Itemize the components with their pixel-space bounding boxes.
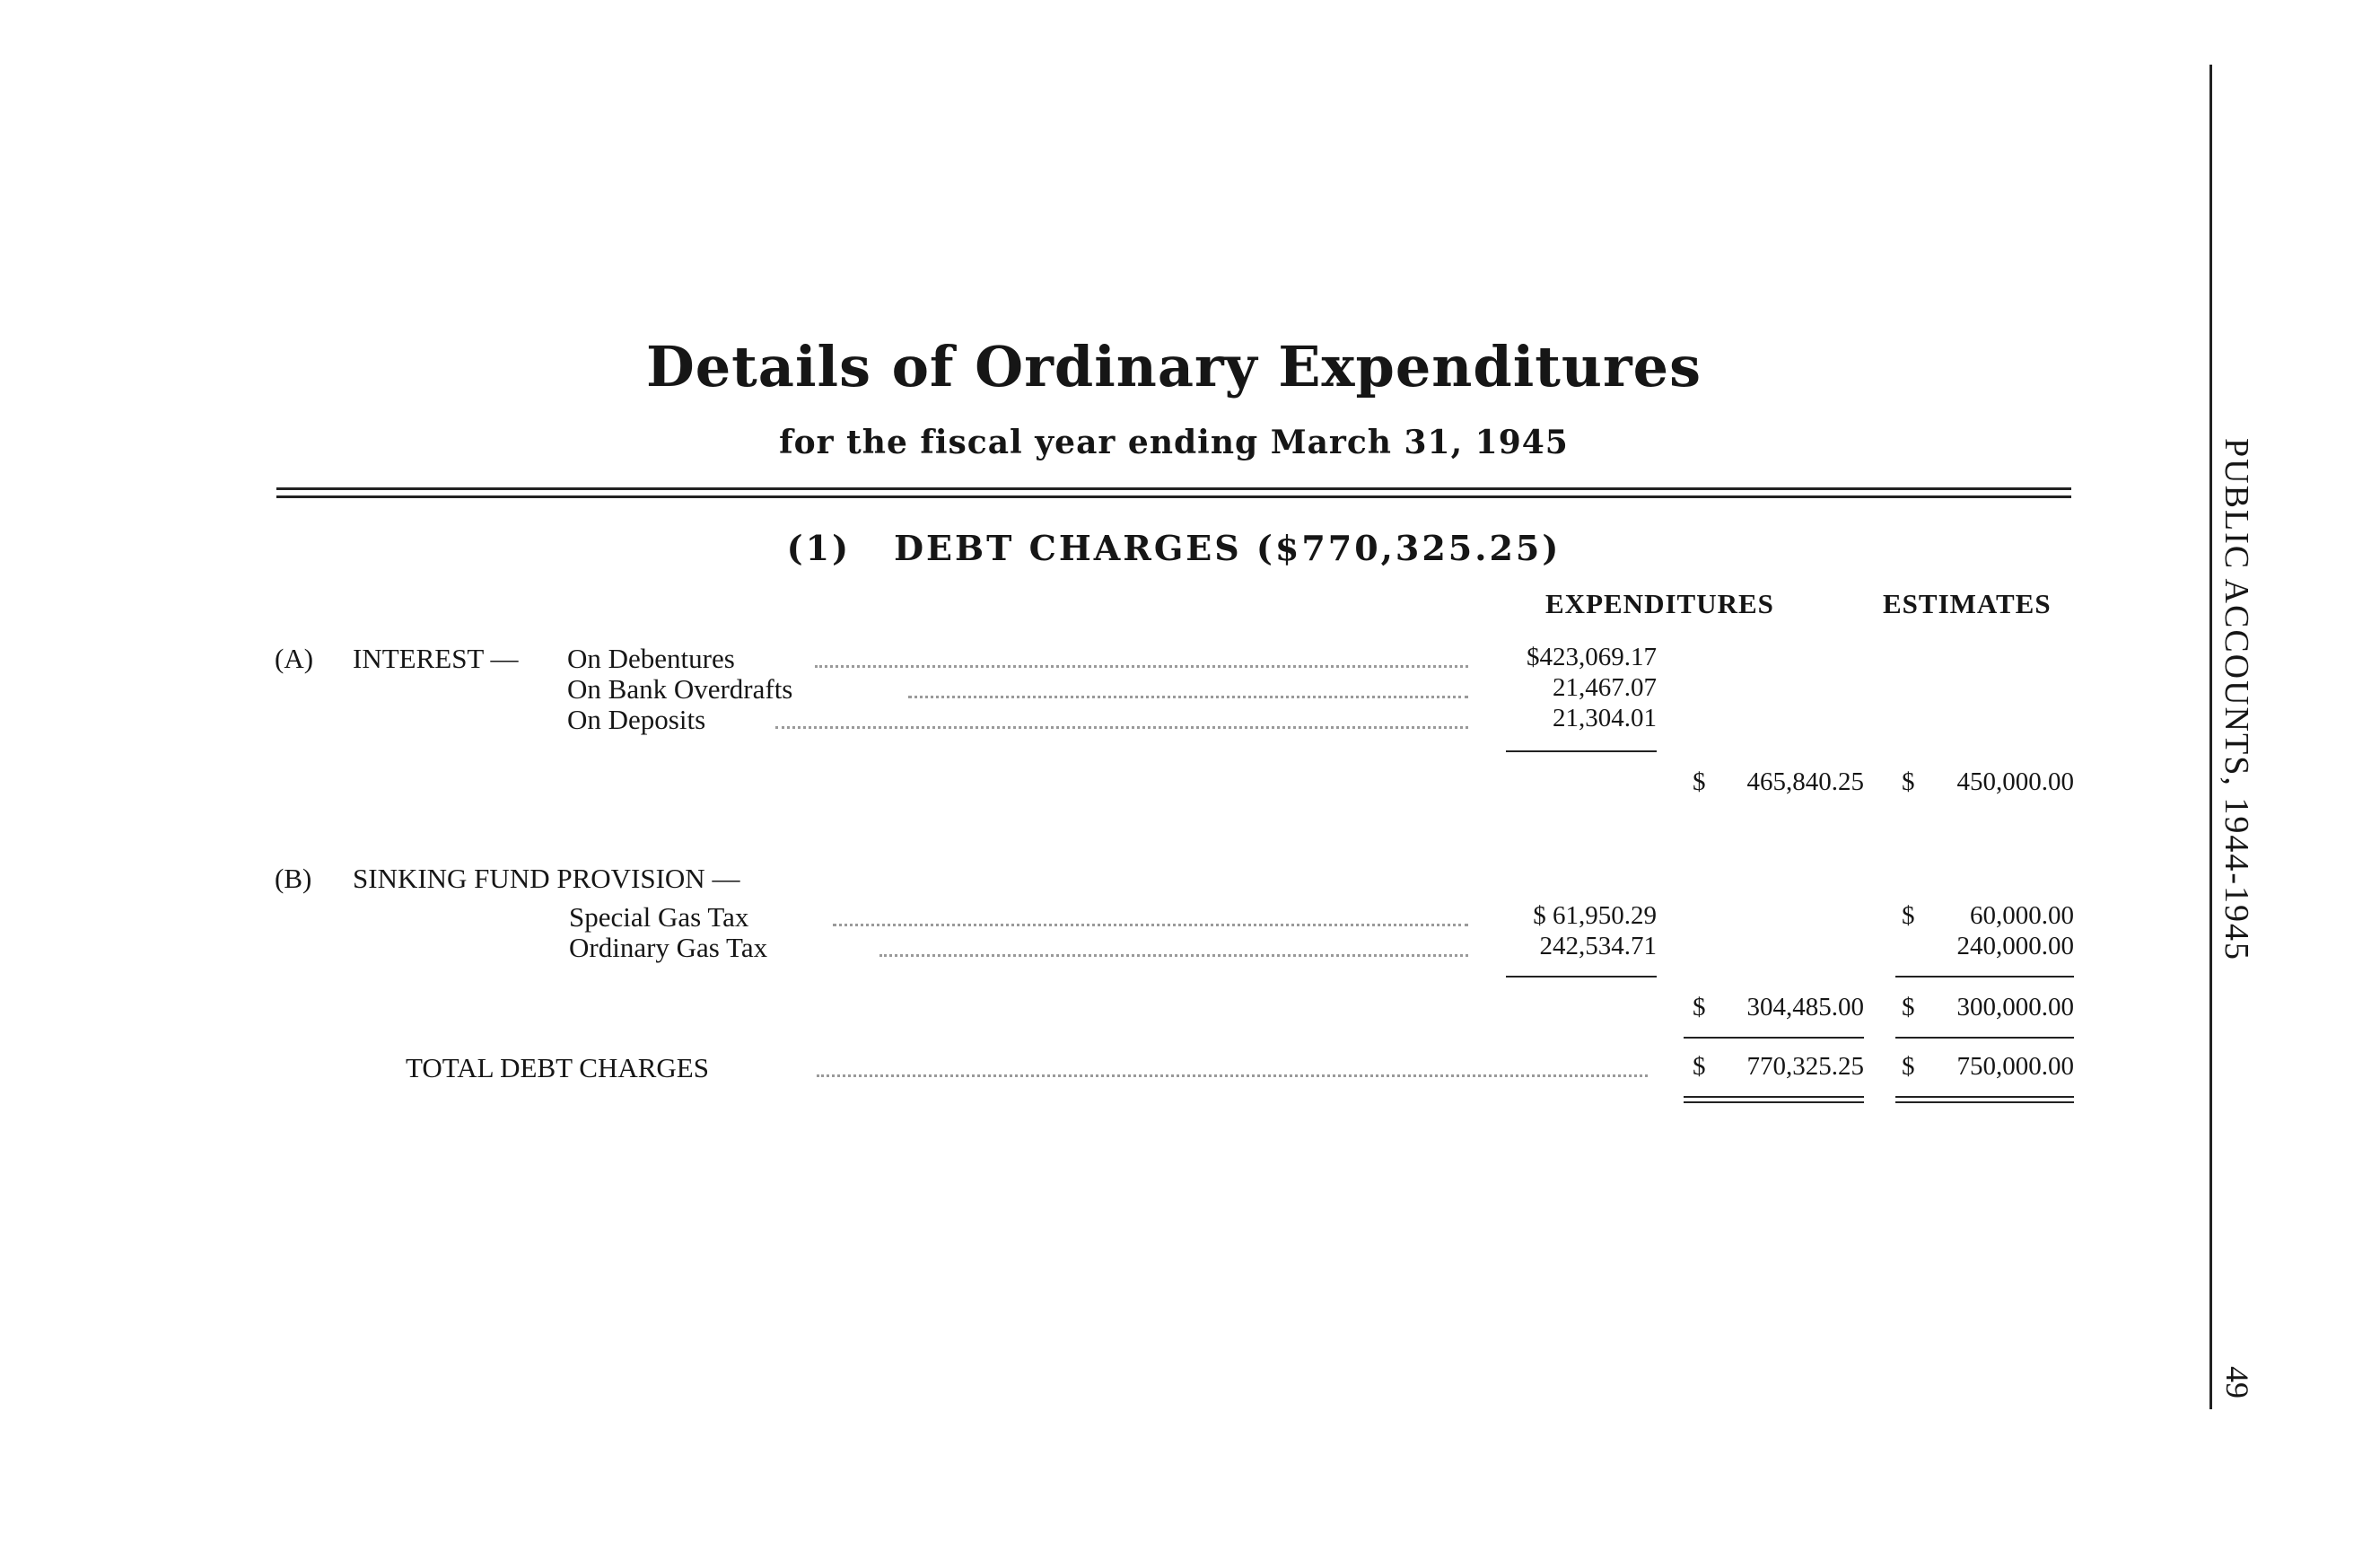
line-item-estimate-dollar: $ [1902, 901, 1915, 930]
column-header-expenditures: EXPENDITURES [1545, 588, 1774, 619]
total-amount: 770,325.25 [1746, 1052, 1864, 1081]
column-header-estimates: ESTIMATES [1883, 588, 2052, 619]
dot-leader [879, 954, 1468, 957]
total-double-underline [1895, 1096, 2074, 1098]
total-underline [1895, 1037, 2074, 1039]
section-title: DEBT CHARGES ($770,325.25) [894, 528, 1562, 568]
total-double-underline [1684, 1101, 1864, 1103]
sinking-fund-marker: (B) [275, 863, 312, 894]
line-item-label: On Debentures [567, 643, 735, 674]
dot-leader [775, 726, 1468, 729]
dot-leader [833, 924, 1468, 926]
page-number: 49 [2219, 1366, 2255, 1398]
interest-estimate: 450,000.00 [1956, 767, 2074, 796]
subtotal-underline [1506, 750, 1657, 752]
line-item-estimate: 240,000.00 [1956, 932, 2074, 960]
interest-label: INTEREST — [353, 643, 519, 674]
interest-subtotal-dollar: $ [1693, 767, 1706, 796]
line-item-amount: 21,467.07 [1553, 673, 1657, 702]
dot-leader [908, 696, 1468, 698]
interest-subtotal: 465,840.25 [1746, 767, 1864, 796]
double-rule-top [276, 487, 2071, 490]
subtotal-underline [1506, 976, 1657, 978]
page-subtitle: for the fiscal year ending March 31, 1945 [779, 424, 1569, 461]
section-number: (1) [786, 528, 852, 568]
line-item-amount: $ 61,950.29 [1533, 901, 1657, 930]
page-title: Details of Ordinary Expenditures [645, 334, 1702, 399]
interest-marker: (A) [275, 643, 314, 674]
interest-estimate-dollar: $ [1902, 767, 1915, 796]
total-underline [1684, 1037, 1864, 1039]
total-double-underline [1895, 1101, 2074, 1103]
line-item-estimate: 60,000.00 [1970, 901, 2074, 930]
sinking-fund-estimate: 300,000.00 [1956, 993, 2074, 1021]
total-label: TOTAL DEBT CHARGES [406, 1052, 709, 1083]
margin-rule [2209, 65, 2212, 1409]
section-heading [0, 528, 2348, 568]
sinking-fund-label: SINKING FUND PROVISION — [353, 863, 740, 894]
total-dollar: $ [1693, 1052, 1706, 1081]
line-item-amount: 21,304.01 [1553, 704, 1657, 732]
line-item-label: On Deposits [567, 704, 706, 735]
sinking-fund-subtotal-dollar: $ [1693, 993, 1706, 1021]
dot-leader [815, 665, 1468, 668]
total-estimate-dollar: $ [1902, 1052, 1915, 1081]
sinking-fund-subtotal: 304,485.00 [1746, 993, 1864, 1021]
total-estimate: 750,000.00 [1956, 1052, 2074, 1081]
line-item-label: On Bank Overdrafts [567, 673, 793, 705]
dot-leader [817, 1074, 1648, 1077]
line-item-label: Ordinary Gas Tax [569, 932, 768, 963]
estimate-underline [1895, 976, 2074, 978]
sinking-fund-estimate-dollar: $ [1902, 993, 1915, 1021]
total-double-underline [1684, 1096, 1864, 1098]
running-header: PUBLIC ACCOUNTS, 1944-1945 [2218, 438, 2255, 961]
line-item-amount: 242,534.71 [1539, 932, 1657, 960]
line-item-amount: $423,069.17 [1527, 643, 1657, 671]
double-rule-bottom [276, 495, 2071, 498]
line-item-label: Special Gas Tax [569, 901, 749, 933]
